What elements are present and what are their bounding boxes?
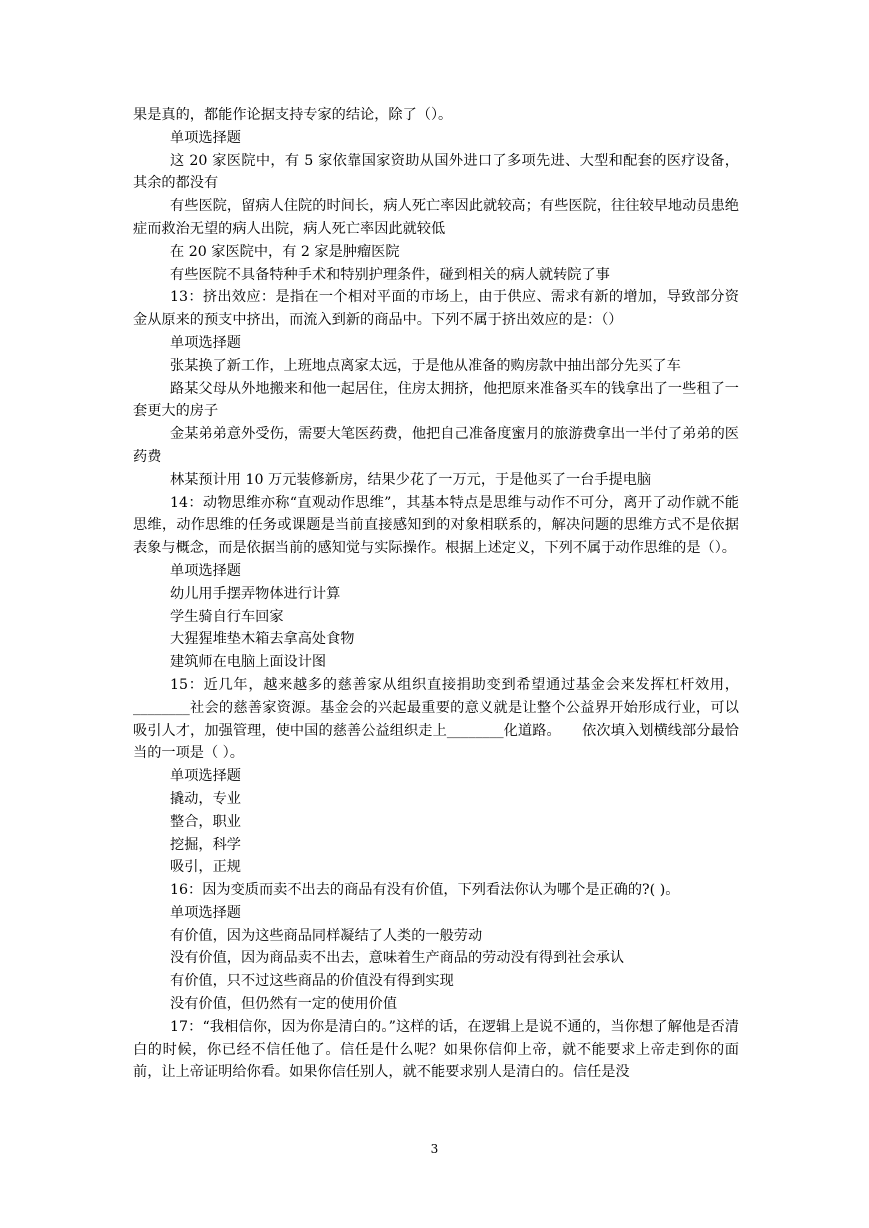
question-17: 17：“我相信你，因为你是清白的。”这样的话，在逻辑上是说不通的，当你想了解他是否清白的时候，你已经不信任他了。信任是什么呢？如果你信仰上帝，就不能要求上帝走到你的面前，让上帝证明给你看。如果你信任别人，就不能要求别人是清白的。信任是没 bbox=[133, 1018, 739, 1081]
question-14: 14：动物思维亦称“直观动作思维”，其基本特点是思维与动作不可分，离开了动作就不能思维，动作思维的任务或课题是当前直接感知到的对象相联系的，解决问题的思维方式不是依据表象与概念，而是依据当前的感知觉与实际操作。根据上述定义，下列不属于动作思维的是（）。 bbox=[133, 494, 739, 557]
answer-option: 在 20 家医院中，有 2 家是肿瘤医院 bbox=[170, 243, 400, 260]
answer-option: 有些医院，留病人住院的时间长，病人死亡率因此就较高；有些医院，往往较早地动员患绝症而救治无望的病人出院，病人死亡率因此就较低 bbox=[133, 198, 739, 237]
answer-option: 学生骑自行车回家 bbox=[170, 608, 284, 625]
page-number: 3 bbox=[430, 1142, 439, 1156]
answer-option: 没有价值，因为商品卖不出去，意味着生产商品的劳动没有得到社会承认 bbox=[170, 950, 625, 967]
paragraph-continued-question: 果是真的，都能作论据支持专家的结论，除了（）。 bbox=[133, 107, 453, 123]
answer-option: 有价值，因为这些商品同样凝结了人类的一般劳动 bbox=[170, 927, 483, 944]
answer-option: 张某换了新工作，上班地点离家太远，于是他从准备的购房款中抽出部分先买了车 bbox=[170, 357, 681, 374]
answer-option: 挖掘，科学 bbox=[170, 836, 241, 853]
answer-option: 林某预计用 10 万元装修新房，结果少花了一万元，于是他买了一台手提电脑 bbox=[170, 471, 652, 488]
answer-option: 整合，职业 bbox=[170, 813, 241, 830]
answer-option: 建筑师在电脑上面设计图 bbox=[170, 654, 327, 671]
question-type-label: 单项选择题 bbox=[170, 562, 241, 579]
question-15: 15：近几年，越来越多的慈善家从组织直接捐助变到希望通过基金会来发挥杠杆效用，________社会的慈善家资源。基金会的兴起最重要的意义就是让整个公益界开始形成行业，可以吸引人才，加强管理，使中国的慈善公益组织走上________化道路。 依次填入划横线部分最恰当的一项是（ ）。 bbox=[133, 676, 739, 762]
answer-option: 没有价值，但仍然有一定的使用价值 bbox=[170, 996, 398, 1013]
question-16: 16：因为变质而卖不出去的商品有没有价值，下列看法你认为哪个是正确的?( )。 bbox=[170, 882, 680, 899]
question-type-label: 单项选择题 bbox=[170, 129, 241, 146]
question-type-label: 单项选择题 bbox=[170, 334, 241, 351]
answer-option: 路某父母从外地搬来和他一起居住，住房太拥挤，他把原来准备买车的钱拿出了一些租了一套更大的房子 bbox=[133, 380, 739, 420]
answer-option: 撬动，专业 bbox=[170, 790, 241, 807]
question-13: 13：挤出效应：是指在一个相对平面的市场上，由于供应、需求有新的增加，导致部分资金从原来的预支中挤出，而流入到新的商品中。下列不属于挤出效应的是：（） bbox=[133, 289, 739, 329]
answer-option: 有些医院不具备特种手术和特别护理条件，碰到相关的病人就转院了事 bbox=[170, 266, 610, 283]
answer-option: 幼儿用手摆弄物体进行计算 bbox=[170, 585, 341, 602]
question-type-label: 单项选择题 bbox=[170, 768, 241, 785]
document-body bbox=[133, 104, 739, 1084]
answer-option: 吸引，正规 bbox=[170, 859, 241, 876]
answer-option: 大猩猩堆垫木箱去拿高处食物 bbox=[170, 631, 355, 648]
answer-option: 这 20 家医院中，有 5 家依靠国家资助从国外进口了多项先进、大型和配套的医疗设备，其余的都没有 bbox=[133, 152, 739, 192]
answer-option: 有价值，只不过这些商品的价值没有得到实现 bbox=[170, 973, 454, 990]
question-type-label: 单项选择题 bbox=[170, 904, 241, 921]
answer-option: 金某弟弟意外受伤，需要大笔医药费，他把自己准备度蜜月的旅游费拿出一半付了弟弟的医药费 bbox=[133, 426, 739, 465]
